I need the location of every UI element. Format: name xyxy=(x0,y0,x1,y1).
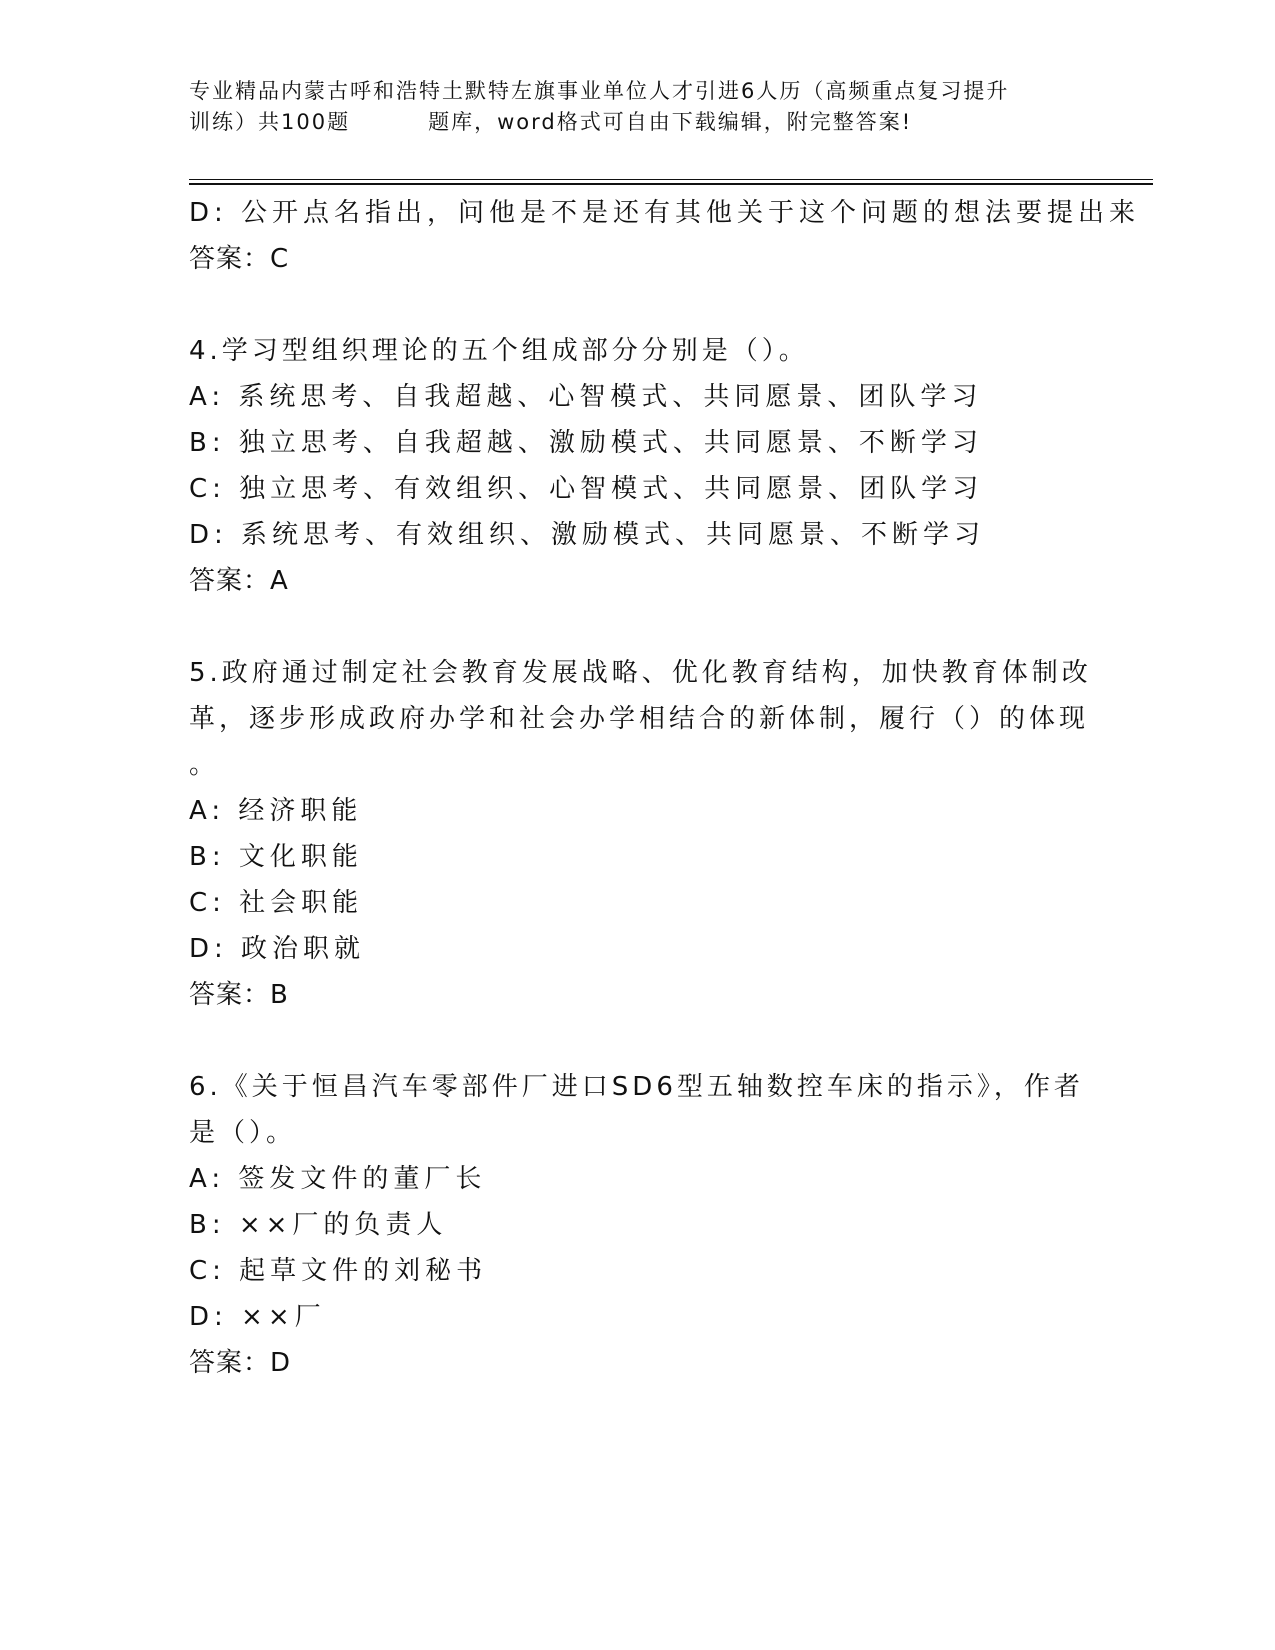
question-stem-line1: 5.政府通过制定社会教育发展战略、优化教育结构，加快教育体制改 xyxy=(189,658,1092,688)
header-divider-thin xyxy=(189,179,1153,180)
question-4 xyxy=(189,328,1089,604)
option-b: B: 文化职能 xyxy=(189,842,363,872)
question-stem-line2: 革，逐步形成政府办学和社会办学相结合的新体制，履行（）的体现 xyxy=(189,704,1090,734)
question-stem: 4.学习型组织理论的五个组成部分分别是（）。 xyxy=(189,336,809,366)
option-c: C: 独立思考、有效组织、心智模式、共同愿景、团队学习 xyxy=(189,474,984,504)
option-a: A: 系统思考、自我超越、心智模式、共同愿景、团队学习 xyxy=(189,382,983,412)
header-title-line2-part2: 题库，word格式可自由下载编辑，附完整答案! xyxy=(428,110,913,134)
document-header xyxy=(189,76,1089,138)
spacer xyxy=(189,1018,1089,1064)
question-5 xyxy=(189,650,1092,1018)
option-d: D: 政治职就 xyxy=(189,934,366,964)
answer: 答案：C xyxy=(189,244,290,274)
option-b: B: ××厂的负责人 xyxy=(189,1210,448,1240)
header-title-line2-part1: 训练）共100题 xyxy=(189,110,351,134)
spacer xyxy=(189,282,1089,328)
option-d: D: 系统思考、有效组织、激励模式、共同愿景、不断学习 xyxy=(189,520,986,550)
question-stem-line1: 6.《关于恒昌汽车零部件厂进口SD6型五轴数控车床的指示》，作者 xyxy=(189,1072,1084,1102)
option-a: A: 签发文件的董厂长 xyxy=(189,1164,487,1194)
option-b: B: 独立思考、自我超越、激励模式、共同愿景、不断学习 xyxy=(189,428,983,458)
answer: 答案：B xyxy=(189,980,289,1010)
option-c: C: 社会职能 xyxy=(189,888,364,918)
option-d: D: ××厂 xyxy=(189,1302,326,1332)
question-6 xyxy=(189,1064,1089,1386)
question-3-tail xyxy=(189,190,1141,282)
option-a: A: 经济职能 xyxy=(189,796,363,826)
option-d: D: 公开点名指出，问他是不是还有其他关于这个问题的想法要提出来 xyxy=(189,198,1141,228)
question-list xyxy=(189,190,1141,1386)
answer: 答案：A xyxy=(189,566,289,596)
option-c: C: 起草文件的刘秘书 xyxy=(189,1256,488,1286)
header-title-line2 xyxy=(189,107,1089,138)
spacer xyxy=(189,604,1089,650)
header-title-line1: 专业精品内蒙古呼和浩特土默特左旗事业单位人才引进6人历（高频重点复习提升 xyxy=(189,79,1010,103)
question-stem-line2: 是（）。 xyxy=(189,1118,297,1148)
question-stem-line3: 。 xyxy=(189,750,220,780)
answer: 答案：D xyxy=(189,1348,292,1378)
header-divider-thick xyxy=(189,183,1153,185)
